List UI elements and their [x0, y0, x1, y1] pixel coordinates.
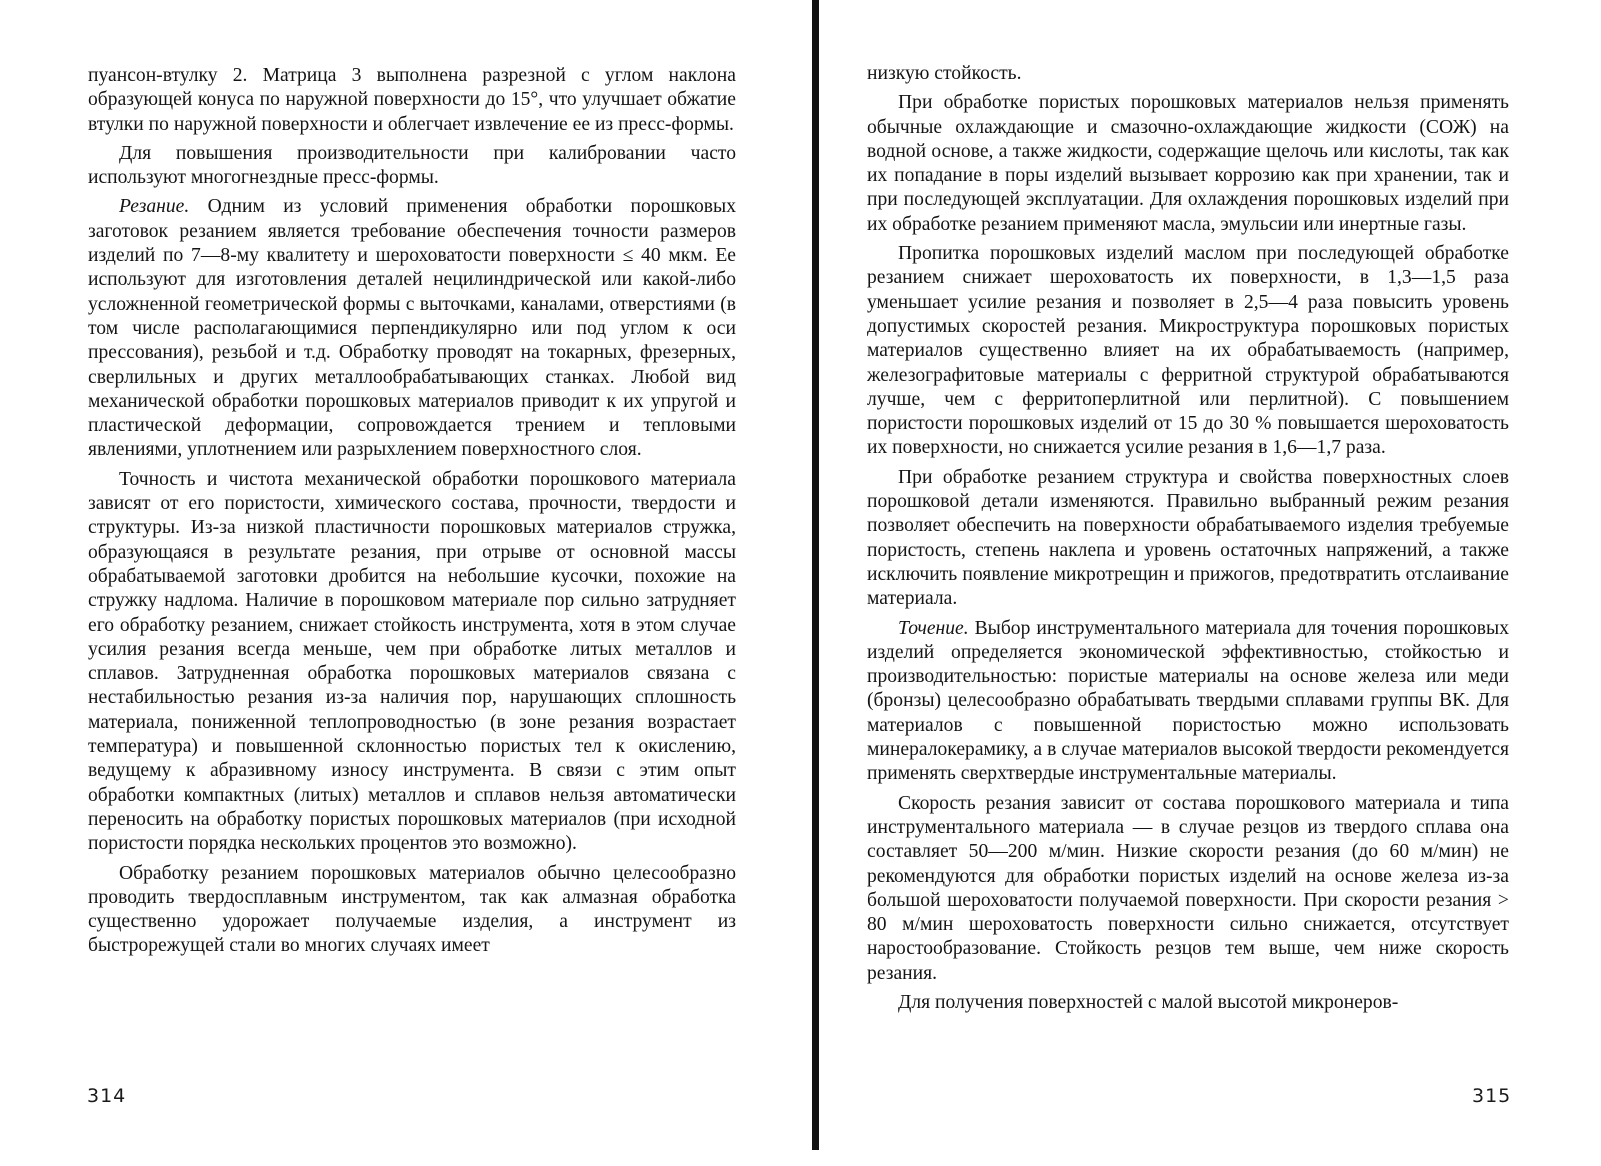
left-page-body — [88, 64, 736, 959]
paragraph-text: Для повышения производительности при калибровании часто используют многогнездные пресс-формы. — [88, 142, 736, 189]
paragraph — [867, 617, 1509, 787]
paragraph-text: При обработке резанием структура и свойства поверхностных слоев порошковой детали изменяются. Правильно выбранный режим резания позволяет обеспечить на поверхности обрабатываемого изделия требуемые пористость, степень наклепа и уровень остаточных напряжений, а также исключить появление микротрещин и прижогов, предотвратить отслаивание материала. — [867, 466, 1509, 610]
page-number: 314 — [87, 1085, 127, 1107]
paragraph-text: Точность и чистота механической обработки порошкового материала зависят от его пористости, химического состава, прочности, твердости и структуры. Из-за низкой пластичности порошковых материалов стружка, образующаяся в результате резания, при отрыве от основной массы обрабатываемой заготовки дробится на небольшие кусочки, похожие на стружку надлома. Наличие в порошковом материале пор сильно затрудняет его обработку резанием, снижает стойкость инструмента, хотя в этом случае усилия резания всегда меньше, чем при обработке литых металлов и сплавов. Затрудненная обработка порошковых материалов связана с нестабильностью резания из-за наличия пор, нарушающих сплошность материала, пониженной теплопроводностью (в зоне резания возрастает температура) и повышенной склонностью пористых тел к окислению, ведущему к абразивному износу инструмента. В связи с этим опыт обработки компактных (литых) металлов и сплавов нельзя автоматически переносить на обработку пористых порошковых материалов (при исходной пористости порядка нескольких процентов это возможно). — [88, 468, 736, 855]
paragraph — [867, 792, 1509, 986]
paragraph-text: Выбор инструментального материала для точения порошковых изделий определяется экономической эффективностью, стойкостью и производительностью: пористые материалы на основе железа или меди (бронзы) целесообразно обрабатывать твердыми сплавами группы ВК. Для материалов с повышенной пористостью можно использовать минералокерамику, а в случае материалов высокой твердости рекомендуется применять сверхтвердые инструментальные материалы. — [867, 617, 1509, 785]
paragraph — [867, 91, 1509, 237]
paragraph-text: Пропитка порошковых изделий маслом при последующей обработке резанием снижает шероховатость их поверхности, в 1,3—1,5 раза уменьшает усилие резания и позволяет в 2,5—4 раза повысить уровень допустимых скоростей резания. Микроструктура порошковых пористых материалов существенно влияет на их обрабатываемость (например, железографитовые материалы с ферритной структурой обрабатываются лучше, чем с ферритоперлитной или перлитной). С повышением пористости порошковых изделий от 15 до 30 % повышается шероховатость их поверхности, но снижается усилие резания в 1,6—1,7 раза. — [867, 243, 1509, 459]
paragraph-text: При обработке пористых порошковых материалов нельзя применять обычные охлаждающие и смазочно-охлаждающие жидкости (СОЖ) на водной основе, а также жидкости, содержащие щелочь или кислоты, так как их попадание в поры изделий вызывает коррозию как при хранении, так и при последующей эксплуатации. Для охлаждения порошковых изделий при их обработке резанием применяют масла, эмульсии или инертные газы. — [867, 92, 1509, 235]
run-in-heading-rezanie: Резание. — [119, 196, 190, 218]
paragraph-text: Для получения поверхностей с малой высотой микронеров- — [898, 991, 1399, 1013]
paragraph-text: Одним из условий применения обработки порошковых заготовок резанием является требование обеспечения точности размеров изделий по 7—8-му квалитету и шероховатости поверхности ≤ 40 мкм. Ее используют для изготовления деталей нецилиндрической или какой-либо усложненной геометрической формы с выточками, каналами, отверстиями (в том числе располагающимися перпендикулярно или под углом к оси прессования), резьбой и т.д. Обработку проводят на токарных, фрезерных, сверлильных и других металлообрабатывающих станках. Любой вид механической обработки порошковых материалов приводит к их упругой и пластической деформации, сопровождается трением и тепловыми явлениями, уплотнением или разрыхлением поверхностного слоя. — [88, 196, 736, 461]
paragraph — [867, 242, 1509, 461]
paragraph — [867, 62, 1509, 86]
paragraph-text: Скорость резания зависит от состава порошкового материала и типа инструментального материала — в случае резцов из твердого сплава она составляет 50—200 м/мин. Низкие скорости резания (до 60 м/мин) не рекомендуются для обработки пористых изделий на основе железа из-за большой шероховатости получаемой поверхности. При скорости резания > 80 м/мин шероховатость поверхности сильно снижается, отсутствует наростообразование. Стойкость резцов тем выше, чем ниже скорость резания. — [867, 792, 1509, 984]
paragraph — [867, 466, 1509, 612]
paragraph-text: Обработку резанием порошковых материалов обычно целесообразно проводить твердосплавным инструментом, так как алмазная обработка существенно удорожает получаемые изделия, а инструмент из быстрорежущей стали во многих случаях имеет — [88, 862, 736, 957]
paragraph — [88, 862, 736, 959]
page-number: 315 — [1472, 1085, 1512, 1107]
right-page-body — [867, 62, 1509, 1015]
right-page — [822, 0, 1601, 1166]
run-in-heading-tochenie: Точение. — [898, 617, 969, 639]
paragraph — [88, 468, 736, 857]
book-gutter — [812, 0, 819, 1150]
paragraph — [88, 142, 736, 191]
paragraph — [88, 64, 736, 137]
paragraph-text: пуансон-втулку 2. Матрица 3 выполнена разрезной с углом наклона образующей конуса по наружной поверхности до 15°, что улучшает обжатие втулки по наружной поверхности и облегчает извлечение ее из пресс-формы. — [88, 65, 736, 135]
paragraph — [867, 991, 1509, 1015]
paragraph-text: низкую стойкость. — [867, 63, 1022, 84]
paragraph — [88, 195, 736, 462]
